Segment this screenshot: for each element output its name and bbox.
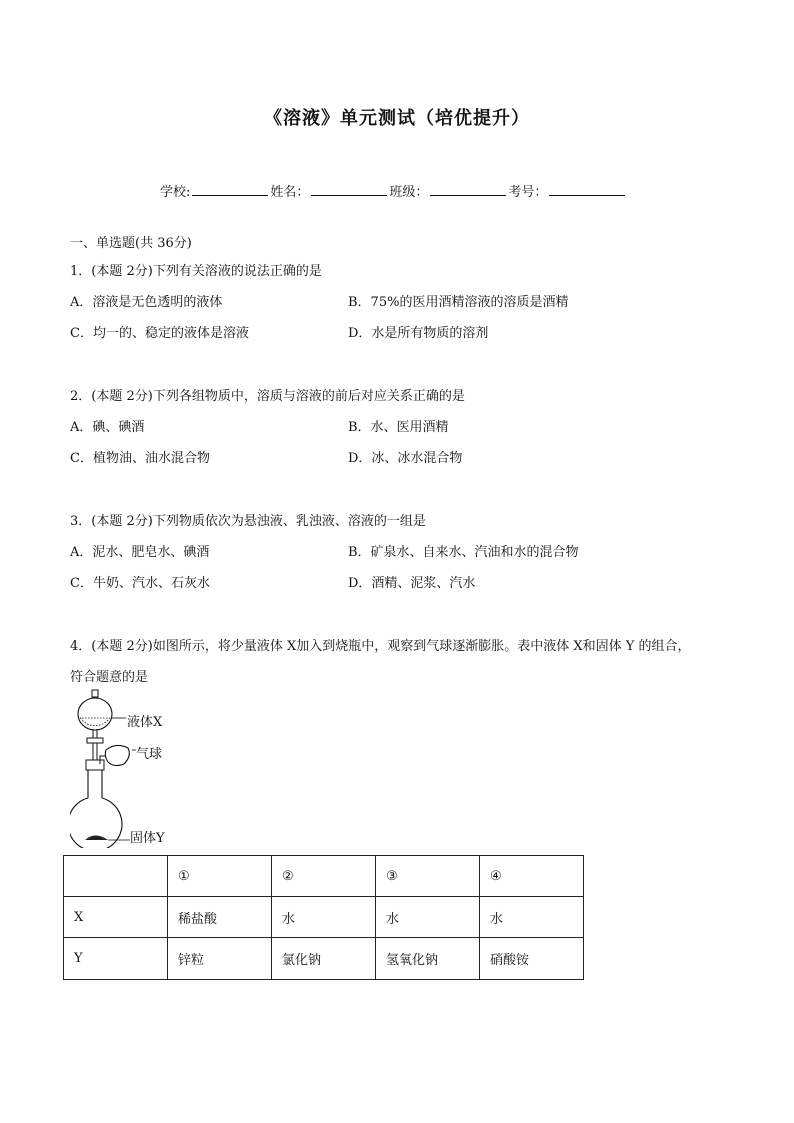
table-row xyxy=(64,938,584,980)
section-heading: 一、单选题(共 36分) xyxy=(70,236,192,251)
table-cell: 水 xyxy=(272,897,376,938)
funnel-stopper xyxy=(92,690,98,697)
flask-body xyxy=(70,798,122,848)
table-cell: ③ xyxy=(376,856,480,897)
question-1-option-d: D．水是所有物质的溶剂 xyxy=(348,326,489,341)
label-liquid-x: 液体X xyxy=(127,715,163,730)
table-cell: ① xyxy=(168,856,272,897)
page-title: 《溶液》单元测试（培优提升） xyxy=(264,108,530,129)
name-label: 姓名： xyxy=(270,185,310,200)
balloon xyxy=(105,745,129,765)
label-solid-y: 固体Y xyxy=(130,831,165,846)
table-cell: 锌粒 xyxy=(168,938,272,980)
number-label: 考号： xyxy=(508,185,548,200)
flask-stopper xyxy=(86,760,104,770)
question-2-option-d: D．冰、冰水混合物 xyxy=(348,451,463,466)
flask-apparatus-diagram xyxy=(70,688,180,848)
question-3-option-a: A．泥水、肥皂水、碘酒 xyxy=(70,545,210,560)
question-3-option-c: C．牛奶、汽水、石灰水 xyxy=(70,576,210,591)
student-info-line xyxy=(160,181,627,200)
table-cell: 氢氧化钠 xyxy=(376,938,480,980)
question-1-option-a: A．溶液是无色透明的液体 xyxy=(70,295,223,310)
question-2-option-a: A．碘、碘酒 xyxy=(70,420,145,435)
question-3-stem: 3．(本题 2分)下列物质依次为悬浊液、乳浊液、溶液的一组是 xyxy=(70,514,426,529)
table-row xyxy=(64,897,584,938)
question-4-stem-line-1: 4．(本题 2分)如图所示，将少量液体 X加入到烧瓶中，观察到气球逐渐膨胀。表中液体 X和固体 Y 的组合， xyxy=(70,639,691,654)
school-blank xyxy=(192,181,268,196)
table-cell: 硝酸铵 xyxy=(480,938,584,980)
number-blank xyxy=(549,181,625,196)
table-cell: 氯化钠 xyxy=(272,938,376,980)
question-2-option-c: C．植物油、油水混合物 xyxy=(70,451,210,466)
table-cell: 水 xyxy=(376,897,480,938)
question-3-option-d: D．酒精、泥浆、汽水 xyxy=(348,576,476,591)
question-2-stem: 2．(本题 2分)下列各组物质中，溶质与溶液的前后对应关系正确的是 xyxy=(70,389,465,404)
table-cell: X xyxy=(64,897,168,938)
class-label: 班级： xyxy=(389,185,429,200)
combination-table xyxy=(63,855,584,980)
table-cell xyxy=(64,856,168,897)
table-cell: 水 xyxy=(480,897,584,938)
table-header-row xyxy=(64,856,584,897)
name-blank xyxy=(311,181,387,196)
question-4-stem-line-2: 符合题意的是 xyxy=(70,670,149,685)
question-1-option-c: C．均一的、稳定的液体是溶液 xyxy=(70,326,249,341)
question-2-option-b: B．水、医用酒精 xyxy=(348,420,449,435)
question-1-stem: 1．(本题 2分)下列有关溶液的说法正确的是 xyxy=(70,264,322,279)
label-balloon: 气球 xyxy=(136,747,163,762)
table-cell: 稀盐酸 xyxy=(168,897,272,938)
funnel-stopcock xyxy=(87,738,103,743)
school-label: 学校: xyxy=(160,185,191,200)
class-blank xyxy=(430,181,506,196)
table-cell: ④ xyxy=(480,856,584,897)
question-3-option-b: B．矿泉水、自来水、汽油和水的混合物 xyxy=(348,545,579,560)
question-1-option-b: B．75%的医用酒精溶液的溶质是酒精 xyxy=(348,295,569,310)
table-cell: Y xyxy=(64,938,168,980)
table-cell: ② xyxy=(272,856,376,897)
